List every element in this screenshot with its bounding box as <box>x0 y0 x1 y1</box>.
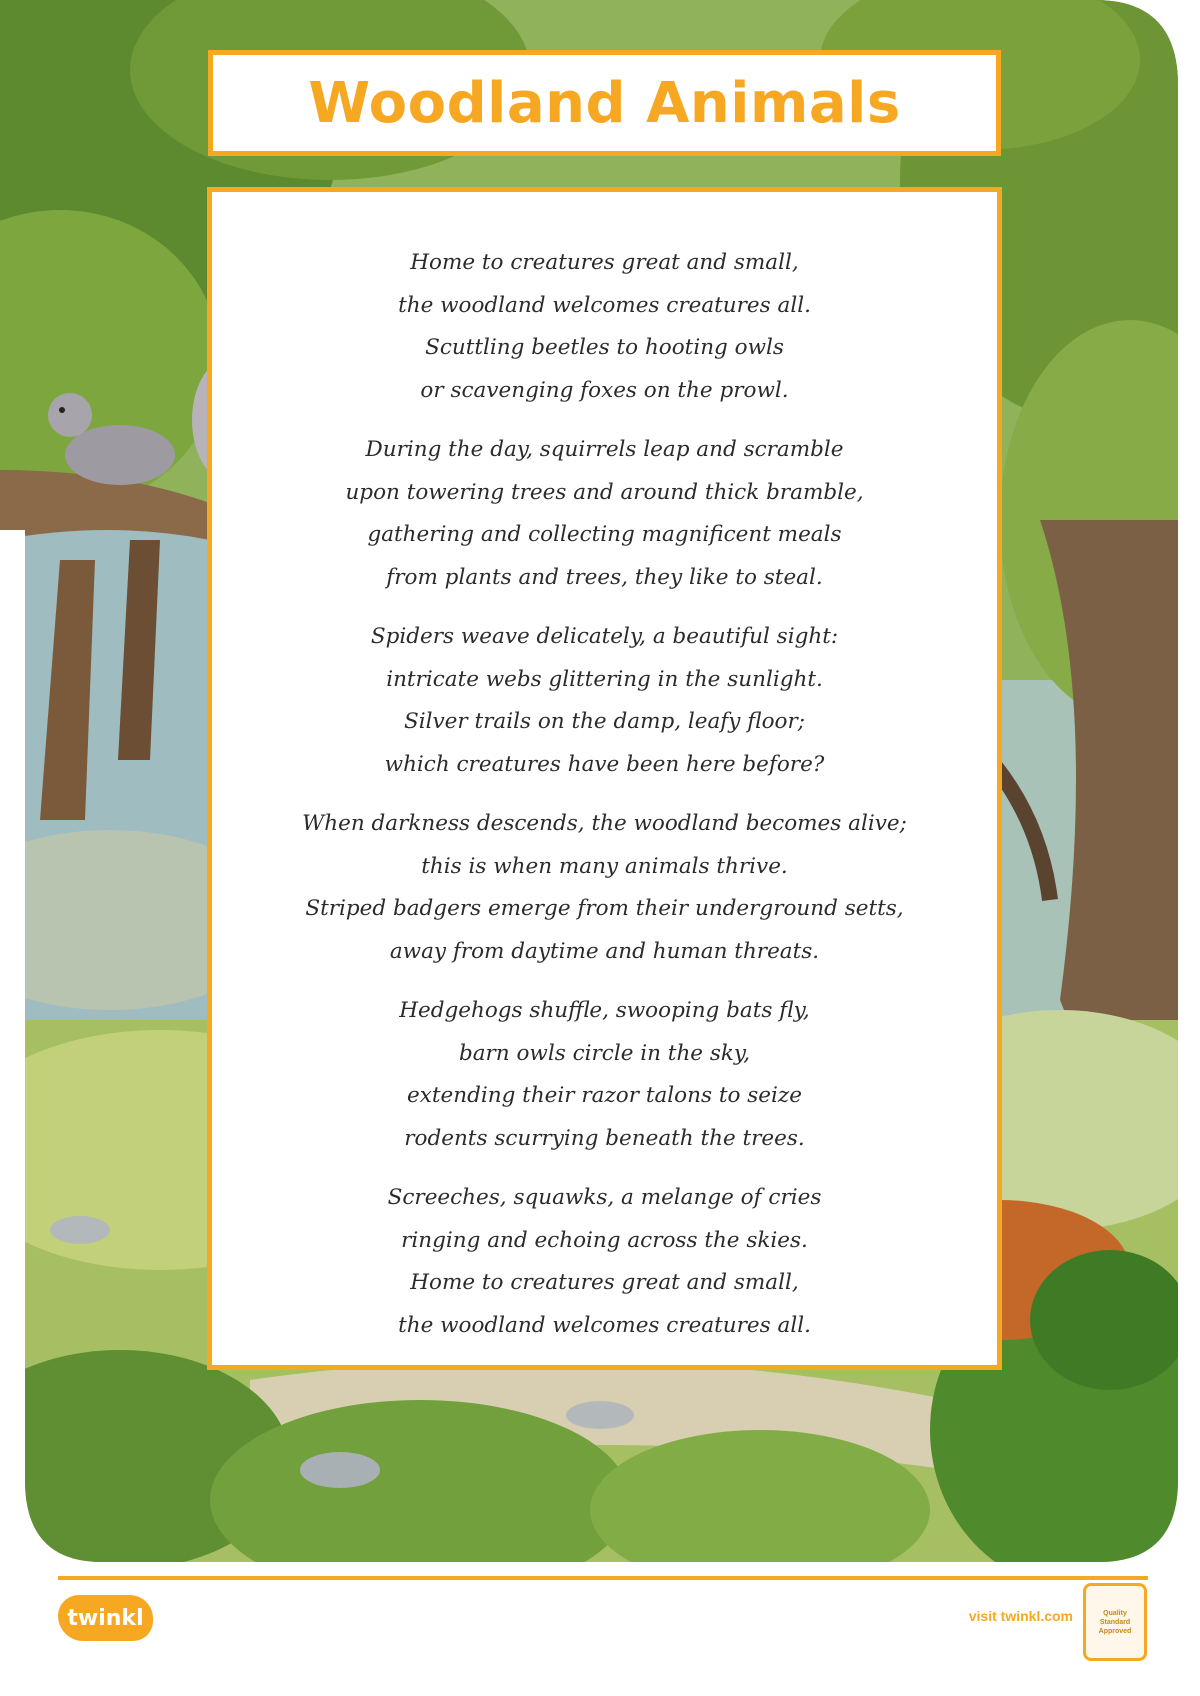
badge-text: Quality <box>1103 1609 1127 1617</box>
title-box <box>208 50 1001 156</box>
poem-line: When darkness descends, the woodland becomes alive; <box>302 811 907 836</box>
poem-line: Striped badgers emerge from their underground setts, <box>305 896 904 921</box>
stanza <box>212 990 997 1160</box>
badge-text: Approved <box>1098 1627 1132 1635</box>
poem-line: which creatures have been here before? <box>384 751 825 777</box>
poem-line: Home to creatures great and small, <box>410 250 799 275</box>
poem-line: barn owls circle in the sky, <box>458 1040 751 1066</box>
stanza <box>212 429 997 599</box>
poem-line: Silver trails on the damp, leafy floor; <box>404 709 805 734</box>
poem-line: or scavenging foxes on the prowl. <box>420 377 789 403</box>
poem-line: rodents scurrying beneath the trees. <box>404 1125 805 1151</box>
poem-box <box>207 187 1002 1370</box>
logo-text: twinkl <box>67 1605 144 1631</box>
quality-badge-icon <box>1083 1583 1147 1661</box>
poem-line: upon towering trees and around thick bramble, <box>345 479 864 505</box>
poem-line: extending their razor talons to seize <box>407 1083 802 1108</box>
stanza <box>212 616 997 786</box>
poem-line: the woodland welcomes creatures all. <box>398 1312 811 1338</box>
poem-line: ringing and echoing across the skies. <box>401 1227 808 1253</box>
stanza <box>212 242 997 412</box>
poem-line: Home to creatures great and small, <box>410 1270 799 1295</box>
poem-line: intricate webs glittering in the sunlight. <box>386 666 823 692</box>
visit-link[interactable]: visit twinkl.com <box>968 1608 1073 1624</box>
poem-line: away from daytime and human threats. <box>389 938 820 964</box>
poem-line: Screeches, squawks, a melange of cries <box>387 1185 822 1210</box>
poem-line: Scuttling beetles to hooting owls <box>425 335 784 360</box>
poem-line: this is when many animals thrive. <box>421 853 788 879</box>
page-title: Woodland Animals <box>308 70 901 136</box>
badge-text: Standard <box>1099 1618 1131 1626</box>
poem-line: from plants and trees, they like to steal. <box>386 564 823 590</box>
poem-line: gathering and collecting magnificent meals <box>367 522 842 547</box>
poem-line: the woodland welcomes creatures all. <box>398 292 811 318</box>
footer-divider <box>58 1576 1148 1580</box>
stanza <box>212 1177 997 1347</box>
poem-line: Spiders weave delicately, a beautiful sight: <box>370 624 839 649</box>
stanza <box>212 803 997 973</box>
twinkl-logo[interactable] <box>58 1595 153 1641</box>
poem-line: During the day, squirrels leap and scramble <box>365 437 844 462</box>
poem-line: Hedgehogs shuffle, swooping bats fly, <box>399 998 810 1023</box>
